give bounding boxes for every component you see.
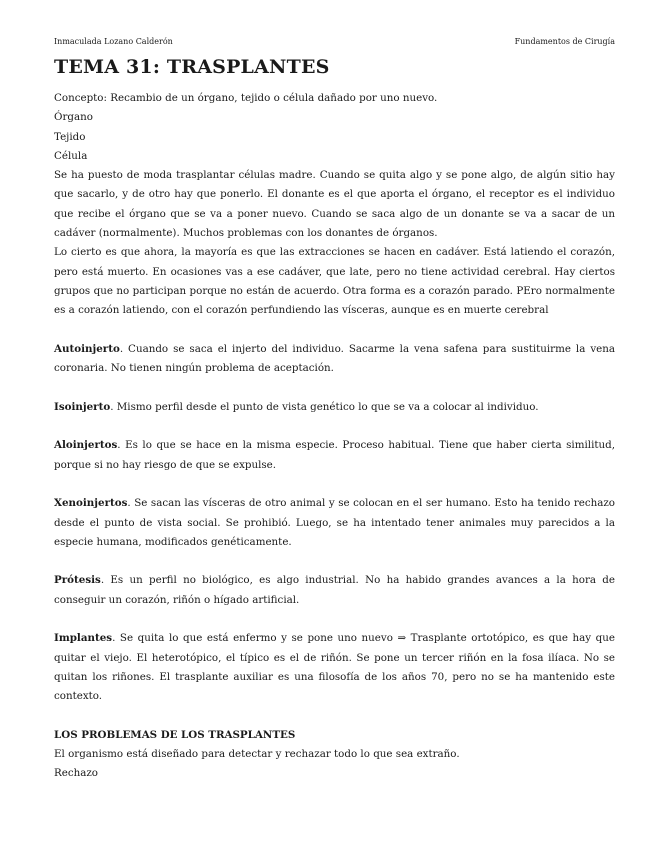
problems-heading: LOS PROBLEMAS DE LOS TRASPLANTES [54,728,296,741]
concept-line: Concepto: Recambio de un órgano, tejido o célula dañado por uno nuevo. [54,92,438,104]
section-isoinjerto [54,398,615,417]
intro-paragraph-2: Lo cierto es que ahora, la mayoría es que las extracciones se hacen en cadáver. Está latiendo el corazón, pero está muerto. En ocasiones vas a ese cadáver, que late, pero no tiene actividad cerebral. Hay ciertos grupos que no participan porque no están de acuerdo. Otra forma es a corazón parado. PEro normalmente es a corazón latiendo, con el corazón perfundiendo las vísceras, aunque es en muerte cerebral [54,246,615,317]
section-term: Implantes [54,632,113,645]
section-text: . Es un perfil no biológico, es algo industrial. No ha habido grandes avances a la hora de conseguir un corazón, riñón o hígado artificial. [54,574,615,606]
section-text: . Cuando se saca el injerto del individuo. Sacarme la vena safena para sustituirme la vena coronaria. No tienen ningún problema de aceptación. [54,342,615,375]
section-text: . Mismo perfil desde el punto de vista genético lo que se va a colocar al individuo. [110,400,539,413]
section-term: Aloinjertos [54,439,118,452]
list-item-cell: Célula [54,149,88,162]
intro-paragraph-1: Se ha puesto de moda trasplantar células madre. Cuando se quita algo y se pone algo, de algún sitio hay que sacarlo, y de otro hay que ponerlo. El donante es el que aporta el órgano, el receptor es el individuo que recibe el órgano que se va a poner nuevo. Cuando se saca algo de un donante se va a sacar de un cadáver (normalmente). Muchos problemas con los donantes de órganos. [54,169,615,240]
section-term: Isoinjerto [54,400,111,413]
header-author: Inmaculada Lozano Calderón [54,37,173,46]
section-xenoinjertos [54,494,615,552]
problems-line-2: Rechazo [54,767,99,780]
header-course: Fundamentos de Cirugía [514,37,615,46]
section-protesis [54,571,615,610]
section-text: . Es lo que se hace en la misma especie. Proceso habitual. Tiene que haber cierta similitud, porque si no hay riesgo de que se expulse. [54,439,615,471]
document-body [54,89,615,784]
list-item-tissue: Tejido [54,130,86,143]
section-term: Autoinjerto [54,342,120,355]
section-text: . Se sacan las vísceras de otro animal y se colocan en el ser humano. Esto ha tenido rechazo desde el punto de vista social. Se prohibió. Luego, se ha intentado tener animales muy parecidos a la especie humana, modificados genéticamente. [54,497,615,548]
problems-line-1: El organismo está diseñado para detectar y rechazar todo lo que sea extraño. [54,748,460,761]
section-aloinjertos [54,436,615,475]
list-item-organ: Órgano [54,111,93,124]
section-text: . Se quita lo que está enfermo y se pone uno nuevo ⇒ Trasplante ortotópico, es que hay que quitar el viejo. El heterotópico, el típico es el de riñón. Se pone un tercer riñón en la fosa ilíaca. No se quitan los riñones. El trasplante auxiliar es una filosofía de los años 70, pero no se ha mantenido este contexto. [54,632,615,703]
section-term: Prótesis [54,574,101,587]
section-autoinjerto [54,340,615,379]
section-term: Xenoinjertos [54,497,128,510]
section-implantes [54,629,615,706]
page-title: TEMA 31: TRASPLANTES [54,56,330,78]
